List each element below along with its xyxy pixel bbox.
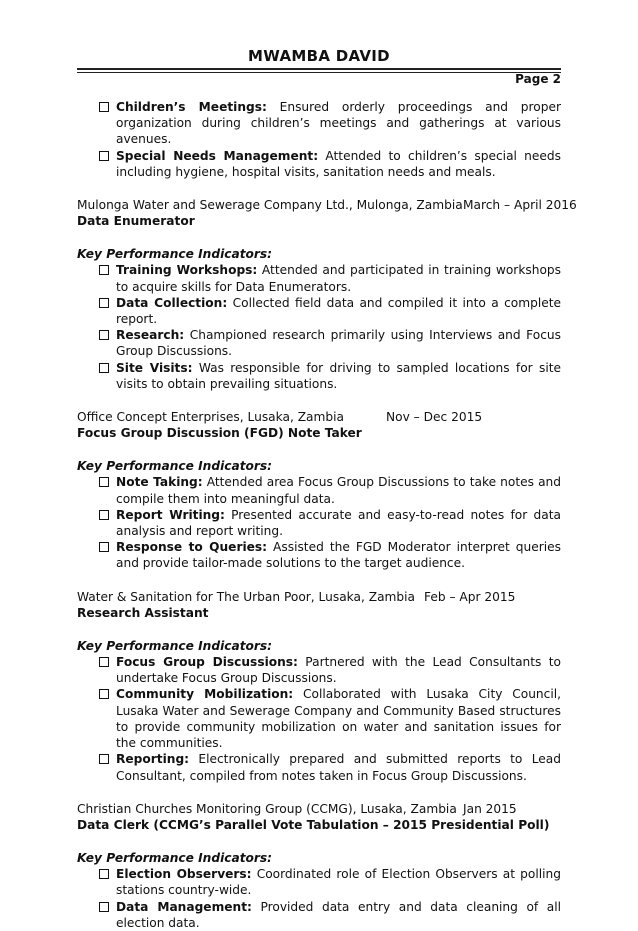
bullet-item bbox=[99, 899, 561, 931]
checkbox-bullet-icon bbox=[99, 477, 109, 487]
checkbox-bullet-icon bbox=[99, 102, 109, 112]
bullet-heading: Report Writing: bbox=[116, 507, 225, 522]
checkbox-bullet-icon bbox=[99, 510, 109, 520]
employer-line bbox=[77, 801, 561, 817]
job-list bbox=[77, 197, 577, 931]
kpi-heading: Key Performance Indicators: bbox=[77, 247, 273, 262]
bullet-text: Coordinated role of Election Observers at polling stations country-wide. bbox=[116, 867, 561, 898]
bullet-item bbox=[99, 327, 561, 359]
bullet-text: Was responsible for driving to sampled locations for site visits to obtain prevailing situations. bbox=[116, 360, 561, 391]
bullet-heading: Community Mobilization: bbox=[116, 687, 294, 702]
candidate-name: MWAMBA DAVID bbox=[248, 47, 390, 65]
bullet-item bbox=[99, 539, 561, 571]
job-date: Nov – Dec 2015 bbox=[386, 410, 483, 425]
bullet-item bbox=[99, 866, 561, 898]
job-entry bbox=[77, 589, 561, 784]
bullet-text: Collected field data and compiled it into a complete report. bbox=[116, 295, 561, 327]
bullet-text: Presented accurate and easy-to-read notes for data analysis and report writing. bbox=[116, 507, 561, 539]
bullet-text: Attended area Focus Group Discussions to take notes and compile them into meaningful data. bbox=[116, 475, 561, 506]
bullet-heading: Note Taking: bbox=[116, 475, 203, 490]
checkbox-bullet-icon bbox=[99, 754, 109, 764]
checkbox-bullet-icon bbox=[99, 657, 109, 667]
bullet-heading: Focus Group Discussions: bbox=[116, 655, 298, 670]
bullet-text: Championed research primarily using Interviews and Focus Group Discussions. bbox=[116, 328, 561, 359]
job-title: Research Assistant bbox=[77, 605, 209, 620]
employer-name: Christian Churches Monitoring Group (CCMG), Lusaka, Zambia bbox=[77, 801, 457, 816]
header-rule-thick bbox=[77, 68, 561, 70]
checkbox-bullet-icon bbox=[99, 265, 109, 275]
kpi-heading: Key Performance Indicators: bbox=[77, 638, 273, 653]
bullet-item bbox=[99, 262, 561, 294]
checkbox-bullet-icon bbox=[99, 542, 109, 552]
bullet-heading: Reporting: bbox=[116, 752, 190, 767]
employer-line bbox=[77, 589, 561, 605]
job-title: Data Enumerator bbox=[77, 214, 195, 229]
checkbox-bullet-icon bbox=[99, 330, 109, 340]
bullet-text: Attended and participated in training workshops to acquire skills for Data Enumerators. bbox=[116, 263, 561, 294]
job-entry bbox=[77, 409, 561, 572]
header-rule-thin bbox=[77, 72, 561, 73]
bullet-item bbox=[99, 99, 561, 148]
kpi-bullet-list bbox=[77, 654, 561, 784]
bullet-item bbox=[99, 474, 561, 506]
bullet-heading: Special Needs Management: bbox=[116, 148, 319, 163]
bullet-text: Assisted the FGD Moderator interpret queries and provide tailor-made solutions to the target audience. bbox=[116, 540, 561, 571]
job-title: Data Clerk (CCMG’s Parallel Vote Tabulation – 2015 Presidential Poll) bbox=[77, 817, 550, 832]
bullet-item bbox=[99, 686, 561, 751]
bullet-text: Ensured orderly proceedings and proper organization during children’s meetings and gatherings at various avenues. bbox=[116, 100, 561, 147]
checkbox-bullet-icon bbox=[99, 298, 109, 308]
bullet-text: Electronically prepared and submitted reports to Lead Consultant, compiled from notes taken in Focus Group Discussions. bbox=[116, 752, 561, 783]
bullet-item bbox=[99, 507, 561, 539]
intro-bullet-list bbox=[77, 99, 561, 180]
job-title: Focus Group Discussion (FGD) Note Taker bbox=[77, 426, 362, 441]
checkbox-bullet-icon bbox=[99, 869, 109, 879]
job-date: Jan 2015 bbox=[463, 801, 517, 816]
kpi-heading: Key Performance Indicators: bbox=[77, 459, 273, 474]
bullet-item bbox=[99, 295, 561, 327]
kpi-bullet-list bbox=[77, 262, 561, 392]
job-entry bbox=[77, 801, 561, 931]
bullet-heading: Data Collection: bbox=[116, 295, 228, 310]
bullet-heading: Data Management: bbox=[116, 899, 252, 914]
kpi-heading: Key Performance Indicators: bbox=[77, 850, 273, 865]
checkbox-bullet-icon bbox=[99, 151, 109, 161]
bullet-item bbox=[99, 360, 561, 392]
employer-name: Mulonga Water and Sewerage Company Ltd., Mulonga, Zambia bbox=[77, 198, 463, 213]
bullet-heading: Research: bbox=[116, 328, 185, 343]
kpi-bullet-list bbox=[77, 866, 561, 931]
bullet-item bbox=[99, 751, 561, 783]
employer-line bbox=[77, 197, 577, 213]
checkbox-bullet-icon bbox=[99, 363, 109, 373]
employer-name: Water & Sanitation for The Urban Poor, Lusaka, Zambia bbox=[77, 589, 416, 604]
bullet-heading: Children’s Meetings: bbox=[116, 100, 267, 114]
employer-name: Office Concept Enterprises, Lusaka, Zambia bbox=[77, 410, 344, 425]
job-date: March – April 2016 bbox=[463, 198, 577, 213]
employer-line bbox=[77, 409, 561, 425]
bullet-text: Provided data entry and data cleaning of all election data. bbox=[116, 899, 561, 930]
checkbox-bullet-icon bbox=[99, 902, 109, 912]
kpi-bullet-list bbox=[77, 474, 561, 571]
bullet-text: Attended to children’s special needs including hygiene, hospital visits, sanitation needs and meals. bbox=[116, 148, 561, 179]
bullet-item bbox=[99, 654, 561, 686]
bullet-heading: Training Workshops: bbox=[116, 263, 258, 278]
bullet-item bbox=[99, 148, 561, 180]
bullet-text: Partnered with the Lead Consultants to undertake Focus Group Discussions. bbox=[116, 655, 562, 686]
page-number: Page 2 bbox=[515, 72, 561, 86]
job-entry bbox=[77, 197, 577, 392]
bullet-text: Collaborated with Lusaka City Council, Lusaka Water and Sewerage Company and Community Based structures to provide community mobilization on water and sanitation issues for the communities. bbox=[116, 687, 561, 751]
bullet-heading: Response to Queries: bbox=[116, 540, 268, 555]
bullet-heading: Site Visits: bbox=[116, 360, 193, 375]
bullet-heading: Election Observers: bbox=[116, 867, 252, 882]
checkbox-bullet-icon bbox=[99, 689, 109, 699]
resume-content bbox=[77, 99, 577, 931]
job-date: Feb – Apr 2015 bbox=[424, 589, 516, 604]
